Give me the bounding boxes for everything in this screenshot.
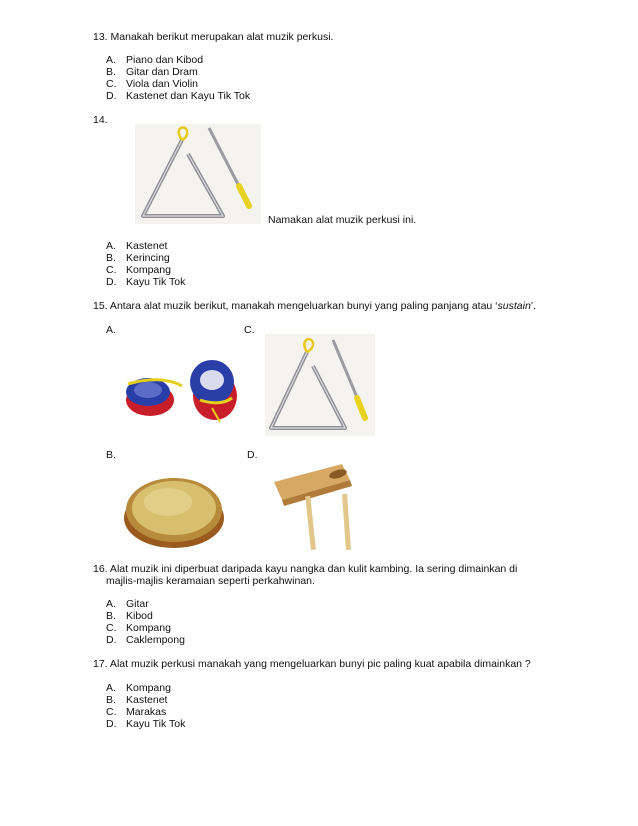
- q15-stem: [93, 300, 536, 312]
- triangle-image-2: [265, 334, 375, 436]
- q14-option-c-letter: C.: [106, 264, 117, 276]
- q14-option-c: Kompang: [126, 264, 171, 276]
- q17-option-a-letter: A.: [106, 682, 116, 694]
- q14-number: 14.: [93, 114, 108, 126]
- q13-option-b: Gitar dan Dram: [126, 66, 198, 78]
- q16-option-c-letter: C.: [106, 622, 117, 634]
- q14-option-d: Kayu Tik Tok: [126, 276, 186, 288]
- q15-label-b: B.: [106, 449, 116, 461]
- q15-stem-end: ’.: [530, 300, 537, 312]
- q13-option-a: Piano dan Kibod: [126, 54, 204, 66]
- q15-stem-text: 15. Antara alat muzik berikut, manakah mengeluarkan bunyi yang paling panjang atau ‘: [93, 300, 498, 312]
- q16-option-b: Kibod: [126, 610, 153, 622]
- q14-option-a: Kastenet: [126, 240, 168, 252]
- q16-option-d-letter: D.: [106, 634, 117, 646]
- q16-stem-line2: majlis-majlis keramaian seperti perkahwinan.: [106, 575, 315, 587]
- q14-option-a-letter: A.: [106, 240, 116, 252]
- q13-option-c-letter: C.: [106, 78, 117, 90]
- q13-option-c: Viola dan Violin: [126, 78, 199, 90]
- q13-option-d-letter: D.: [106, 90, 117, 102]
- q13-option-d: Kastenet dan Kayu Tik Tok: [126, 90, 251, 102]
- q17-option-b-letter: B.: [106, 694, 116, 706]
- q14-option-d-letter: D.: [106, 276, 117, 288]
- q15-stem-emphasis: sustain: [497, 300, 531, 312]
- q16-option-a: Gitar: [126, 598, 149, 610]
- q16-option-c: Kompang: [126, 622, 171, 634]
- q17-option-b: Kastenet: [126, 694, 168, 706]
- q17-stem: 17. Alat muzik perkusi manakah yang mengeluarkan bunyi pic paling kuat apabila dimainkan ?: [93, 658, 531, 670]
- q15-label-a: A.: [106, 324, 116, 336]
- q14-option-b-letter: B.: [106, 252, 116, 264]
- q17-option-d: Kayu Tik Tok: [126, 718, 186, 730]
- q13-stem: 13. Manakah berikut merupakan alat muzik perkusi.: [93, 31, 334, 43]
- kompang-image: [120, 468, 228, 550]
- woodblock-image: [268, 460, 378, 552]
- q15-label-c: C.: [244, 324, 255, 336]
- q17-option-c-letter: C.: [106, 706, 117, 718]
- q16-stem-line1: 16. Alat muzik ini diperbuat daripada kayu nangka dan kulit kambing. Ia sering dimainkan di: [93, 563, 518, 575]
- q16-option-a-letter: A.: [106, 598, 116, 610]
- castanets-image: [120, 338, 240, 436]
- q13-option-b-letter: B.: [106, 66, 116, 78]
- triangle-image: [135, 124, 261, 224]
- q16-option-d: Caklempong: [126, 634, 185, 646]
- q13-option-a-letter: A.: [106, 54, 116, 66]
- q17-option-a: Kompang: [126, 682, 171, 694]
- q17-option-c: Marakas: [126, 706, 167, 718]
- q14-option-b: Kerincing: [126, 252, 170, 264]
- q16-option-b-letter: B.: [106, 610, 116, 622]
- q17-option-d-letter: D.: [106, 718, 117, 730]
- q14-caption: Namakan alat muzik perkusi ini.: [268, 214, 417, 226]
- q15-label-d: D.: [247, 449, 258, 461]
